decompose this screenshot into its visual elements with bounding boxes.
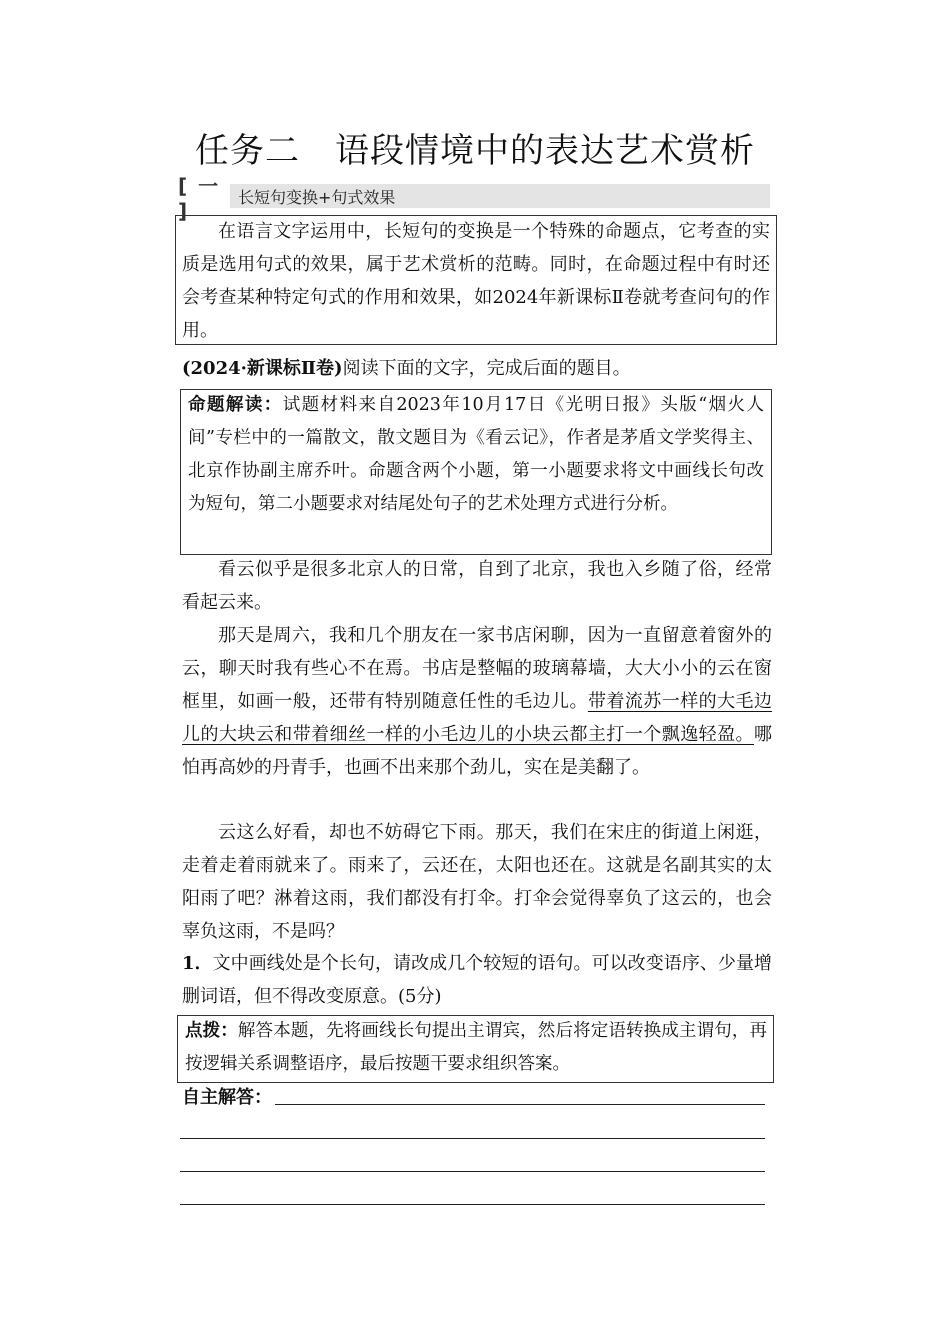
answer-label: 自主解答： (182, 1087, 272, 1108)
tip-label: 点拨： (185, 1021, 238, 1041)
tip-text (185, 1015, 767, 1081)
section-label: 长短句变换+句式效果 (230, 184, 770, 208)
passage-paragraph-2 (182, 619, 772, 784)
underlined-sentence: 带着流苏一样的大毛边儿的大块云和带着细丝一样的小毛边儿的小块云都主打一个飘逸轻盈。 (182, 691, 773, 745)
analysis-label: 命题解读： (188, 395, 283, 415)
question-1 (182, 947, 772, 1013)
answer-line-4[interactable] (180, 1204, 765, 1205)
source-instruction: 阅读下面的文字，完成后面的题目。 (342, 358, 631, 379)
answer-line-1[interactable] (275, 1104, 765, 1105)
passage-paragraph-1: 看云似乎是很多北京人的日常，自到了北京，我也入乡随了俗，经常看起云来。 (182, 559, 772, 613)
analysis-text (188, 389, 764, 521)
question-number: 1． (182, 953, 213, 974)
passage-p2-before: 那天是周六，我和几个朋友在一家书店闲聊，因为一直留意着窗外的云，聊天时我有些心不在焉。书店是整幅的玻璃幕墙，大大小小的云在窗框里，如画一般，还带有特别随意任性的毛边儿。 (182, 625, 772, 712)
section-header (178, 173, 770, 223)
analysis-body: 试题材料来自2023年10月17日《光明日报》头版“烟火人间”专栏中的一篇散文，散文题目为《看云记》，作者是茅盾文学奖得主、北京作协副主席乔叶。命题含两个小题，第一小题要求将文中画线长句改为短句，第二小题要求对结尾处句子的艺术处理方式进行分析。 (188, 395, 764, 514)
section-number: [ 一 ] (178, 173, 221, 223)
page-title: 任务二 语段情境中的表达艺术赏析 (195, 131, 755, 171)
intro-text: 在语言文字运用中，长短句的变换是一个特殊的命题点，它考查的实质是选用句式的效果，属于艺术赏析的范畴。同时，在命题过程中有时还会考查某种特定句式的作用和效果，如2024年新课标Ⅱ卷就考查问句的作用。 (182, 221, 770, 341)
source-label: (2024·新课标Ⅱ卷) (182, 358, 343, 379)
passage-paragraph-3: 云这么好看，却也不妨碍它下雨。那天，我们在宋庄的街道上闲逛，走着走着雨就来了。雨来了，云还在，太阳也还在。这就是名副其实的太阳雨了吧？淋着这雨，我们都没有打伞。打伞会觉得辜负了这云的，也会辜负这雨，不是吗？ (182, 822, 772, 942)
tip-body: 解答本题，先将画线长句提出主谓宾，然后将定语转换成主谓句，再按逻辑关系调整语序，最后按题干要求组织答案。 (185, 1021, 767, 1074)
question-text: 文中画线处是个长句，请改成几个较短的语句。可以改变语序、少量增删词语，但不得改变原意。(5分) (182, 953, 772, 1007)
passage-p2-after: 哪怕再高妙的丹青手，也画不出来那个劲儿，实在是美翻了。 (182, 724, 772, 778)
source-line (182, 352, 772, 385)
answer-line-2[interactable] (180, 1138, 765, 1139)
answer-line-3[interactable] (180, 1171, 765, 1172)
